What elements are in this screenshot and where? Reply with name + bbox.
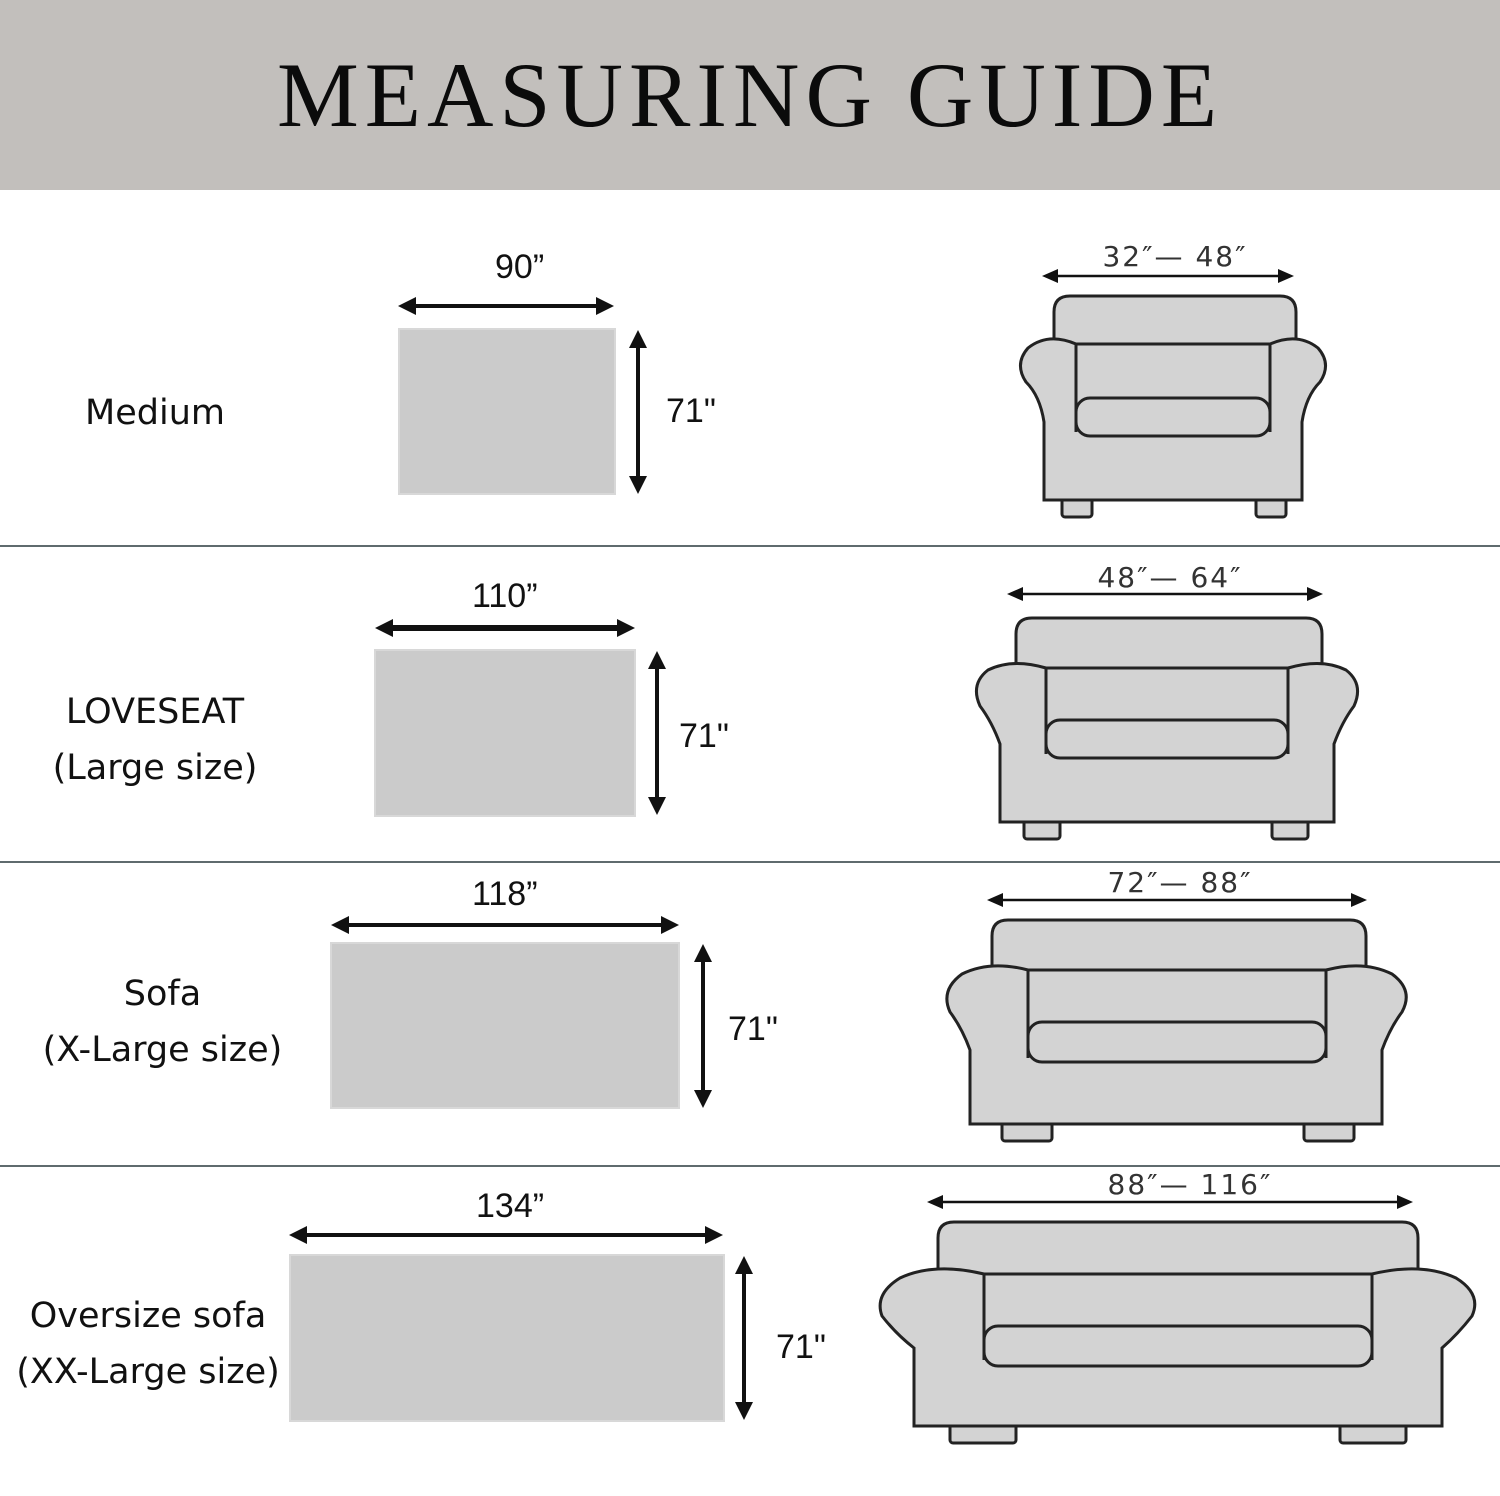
sofa-width-arrow — [1007, 586, 1325, 602]
size-label-line1: Sofa — [123, 974, 202, 1014]
cover-dimension-rect — [374, 649, 636, 817]
width-arrow — [331, 915, 681, 935]
height-arrow — [734, 1256, 754, 1422]
cover-dimension-rect — [289, 1254, 725, 1422]
sofa-icon — [940, 918, 1412, 1144]
height-dimension-label: 71" — [776, 1328, 826, 1366]
row-divider — [0, 861, 1500, 863]
page-title: MEASURING GUIDE — [276, 44, 1224, 146]
size-label-line2: (Large size) — [52, 748, 258, 788]
sofa-range-label: 72″— 88″ — [1107, 866, 1253, 899]
size-label-line2: (X-Large size) — [42, 1030, 283, 1070]
height-dimension-label: 71" — [679, 717, 729, 755]
row-divider — [0, 1165, 1500, 1167]
size-label-line1: Medium — [85, 393, 225, 433]
height-dimension-label: 71" — [666, 392, 716, 430]
sofa-width-arrow — [927, 1194, 1415, 1210]
row-divider — [0, 545, 1500, 547]
height-arrow — [647, 651, 667, 817]
loveseat-icon — [972, 614, 1362, 842]
height-arrow — [628, 330, 648, 496]
size-label-line1: LOVESEAT — [65, 692, 245, 732]
size-label-oversize-sofa — [8, 1288, 288, 1400]
width-dimension-label: 134” — [476, 1187, 545, 1225]
oversize-sofa-icon — [874, 1220, 1480, 1446]
sofa-width-arrow — [987, 892, 1369, 908]
width-dimension-label: 90” — [495, 248, 545, 286]
sofa-range-label: 32″— 48″ — [1102, 240, 1248, 273]
cover-dimension-rect — [398, 328, 616, 495]
size-label-sofa — [30, 966, 295, 1078]
size-label-medium — [40, 385, 270, 441]
height-dimension-label: 71" — [728, 1010, 778, 1048]
width-arrow — [289, 1225, 725, 1245]
size-label-line2: (XX-Large size) — [16, 1352, 280, 1392]
height-arrow — [693, 944, 713, 1110]
width-dimension-label: 118” — [472, 875, 538, 913]
width-dimension-label: 110” — [472, 577, 538, 615]
armchair-icon — [1018, 292, 1328, 520]
cover-dimension-rect — [330, 942, 680, 1109]
size-label-loveseat — [30, 684, 280, 796]
sofa-width-arrow — [1042, 268, 1296, 284]
width-arrow — [375, 618, 637, 638]
size-label-line1: Oversize sofa — [29, 1296, 267, 1336]
sofa-range-label: 88″— 116″ — [1107, 1168, 1273, 1201]
width-arrow — [398, 296, 618, 316]
sofa-range-label: 48″— 64″ — [1097, 561, 1243, 594]
